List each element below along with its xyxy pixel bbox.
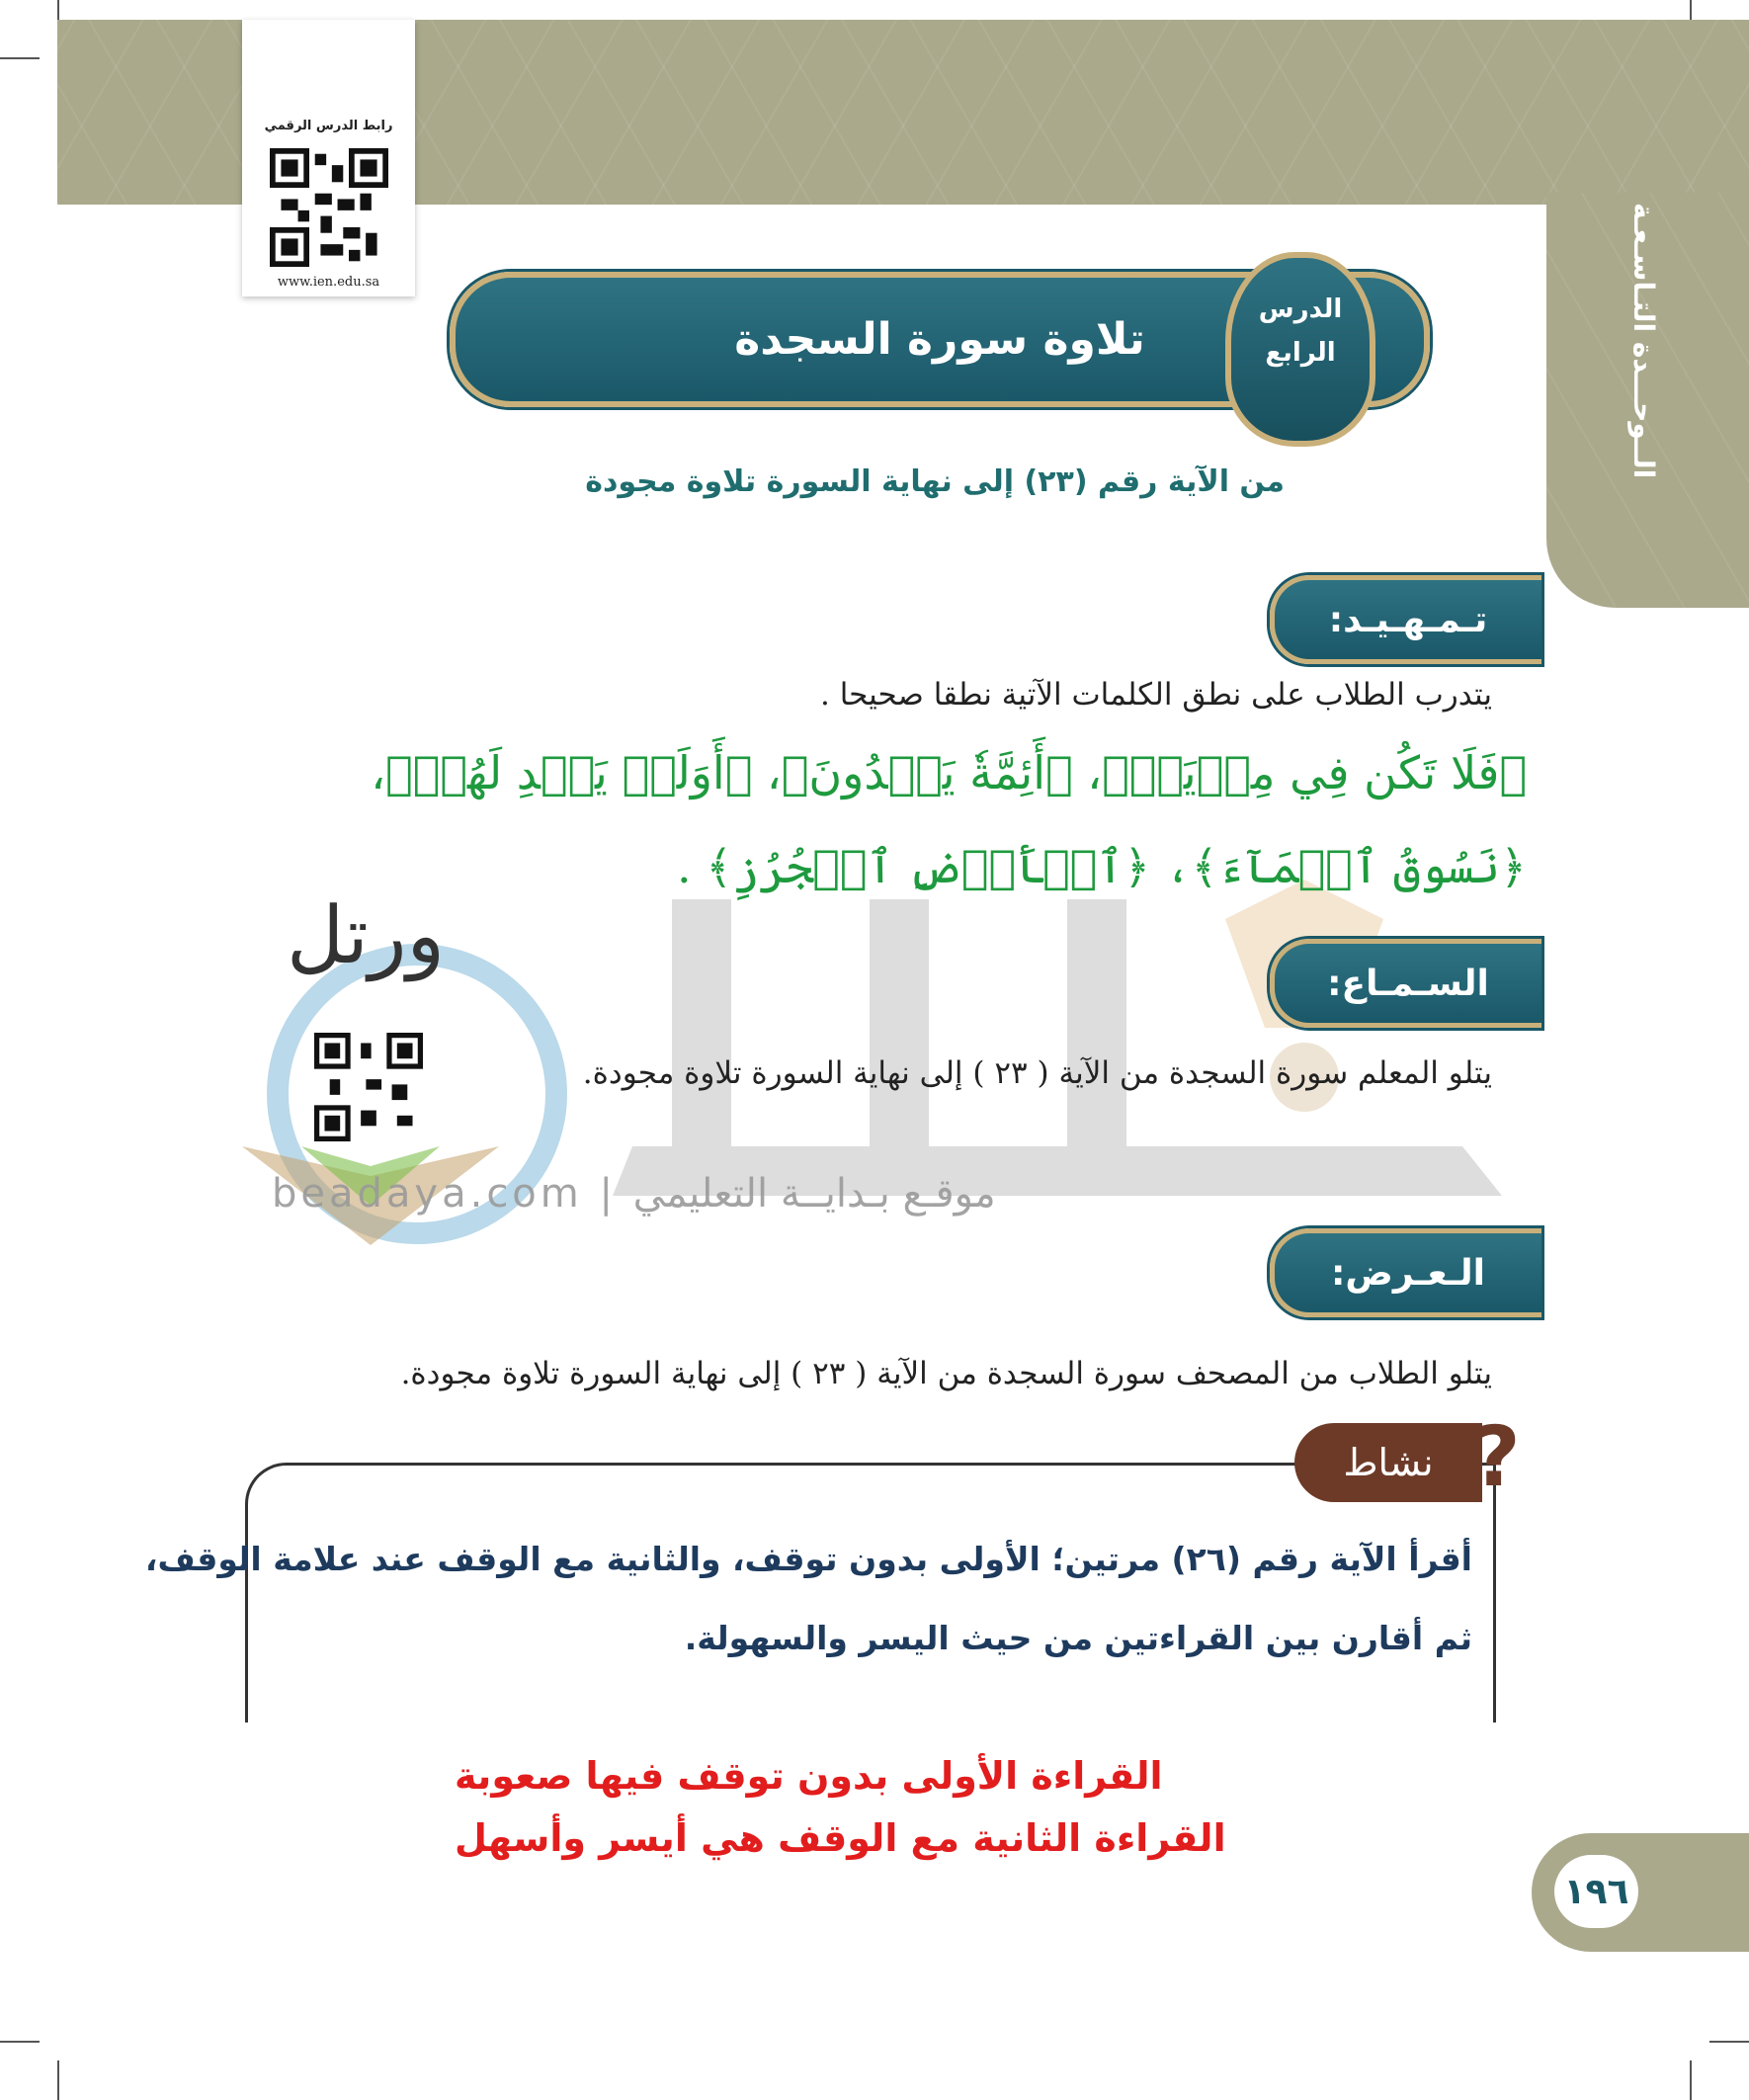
activity-line-1: أقرأ الآية رقم (٢٦) مرتين؛ الأولى بدون توقف، والثانية مع الوقف عند علامة الوقف، — [144, 1540, 1472, 1578]
lesson-subtitle: من الآية رقم (٢٣) إلى نهاية السورة تلاوة مجودة — [585, 464, 1285, 499]
quran-words-line-1: ﴿فَلَا تَكُن فِي مِرۡيَةٖ﴾، ﴿أَئِمَّةٗ يَهۡدُونَ﴾، ﴿أَوَلَمۡ يَهۡدِ لَهُمۡ﴾، — [371, 746, 1527, 799]
watermark-qr-icon — [314, 1033, 423, 1141]
crop-mark — [0, 57, 40, 59]
lesson-title: تلاوة سورة السجدة — [734, 314, 1145, 365]
question-mark-icon: ? — [1472, 1408, 1521, 1505]
presentation-text: يتلو الطلاب من المصحف سورة السجدة من الآية ( ٢٣ ) إلى نهاية السورة تلاوة مجودة. — [400, 1356, 1492, 1391]
page-number: ١٩٦ — [1554, 1855, 1638, 1928]
qr-card-url[interactable]: www.ien.edu.sa — [277, 275, 380, 290]
unit-label: الــوحـــدة التـاسـعـة — [1627, 203, 1660, 479]
crop-mark — [0, 2041, 40, 2043]
qr-code-icon[interactable] — [270, 148, 388, 267]
answer-line-1: القراءة الأولى بدون توقف فيها صعوبة — [455, 1754, 1163, 1798]
lesson-number-badge — [1225, 252, 1375, 447]
badge-line-2: الرابع — [1265, 338, 1336, 368]
answer-line-2: القراءة الثانية مع الوقف هي أيسر وأسهل — [455, 1816, 1226, 1860]
activity-line-2: ثم أقارن بين القراءتين من حيث اليسر والسهولة. — [684, 1619, 1472, 1657]
activity-tag: نشاط — [1294, 1423, 1482, 1502]
listening-heading: السـمـاع: — [1270, 939, 1541, 1028]
watermark-calligraphy: ورتل — [287, 889, 446, 981]
intro-text: يتدرب الطلاب على نطق الكلمات الآتية نطقا صحيحا . — [820, 677, 1492, 713]
activity-box — [245, 1463, 1496, 1722]
watermark-logo-letters — [613, 880, 1502, 1206]
crop-mark — [57, 2060, 59, 2100]
quran-words-line-2: ﴿نَسُوقُ ٱلۡمَآءَ﴾، ﴿ٱلۡأَرۡضِ ٱلۡجُرُزِ﴾ . — [677, 840, 1527, 893]
listening-text: يتلو المعلم سورة السجدة من الآية ( ٢٣ ) إلى نهاية السورة تلاوة مجودة. — [582, 1055, 1492, 1091]
intro-heading: تـمـهـيـد: — [1270, 575, 1541, 664]
crop-mark — [1709, 2041, 1749, 2043]
badge-line-1: الدرس — [1258, 294, 1343, 324]
crop-mark — [1690, 2060, 1692, 2100]
digital-lesson-card[interactable] — [242, 20, 415, 296]
presentation-heading: الـعـرض: — [1270, 1228, 1541, 1317]
watermark-site-text: beadaya.com | موقـع بـدايــة التعليمي — [272, 1171, 996, 1217]
qr-card-label: رابط الدرس الرقمي — [264, 119, 393, 133]
